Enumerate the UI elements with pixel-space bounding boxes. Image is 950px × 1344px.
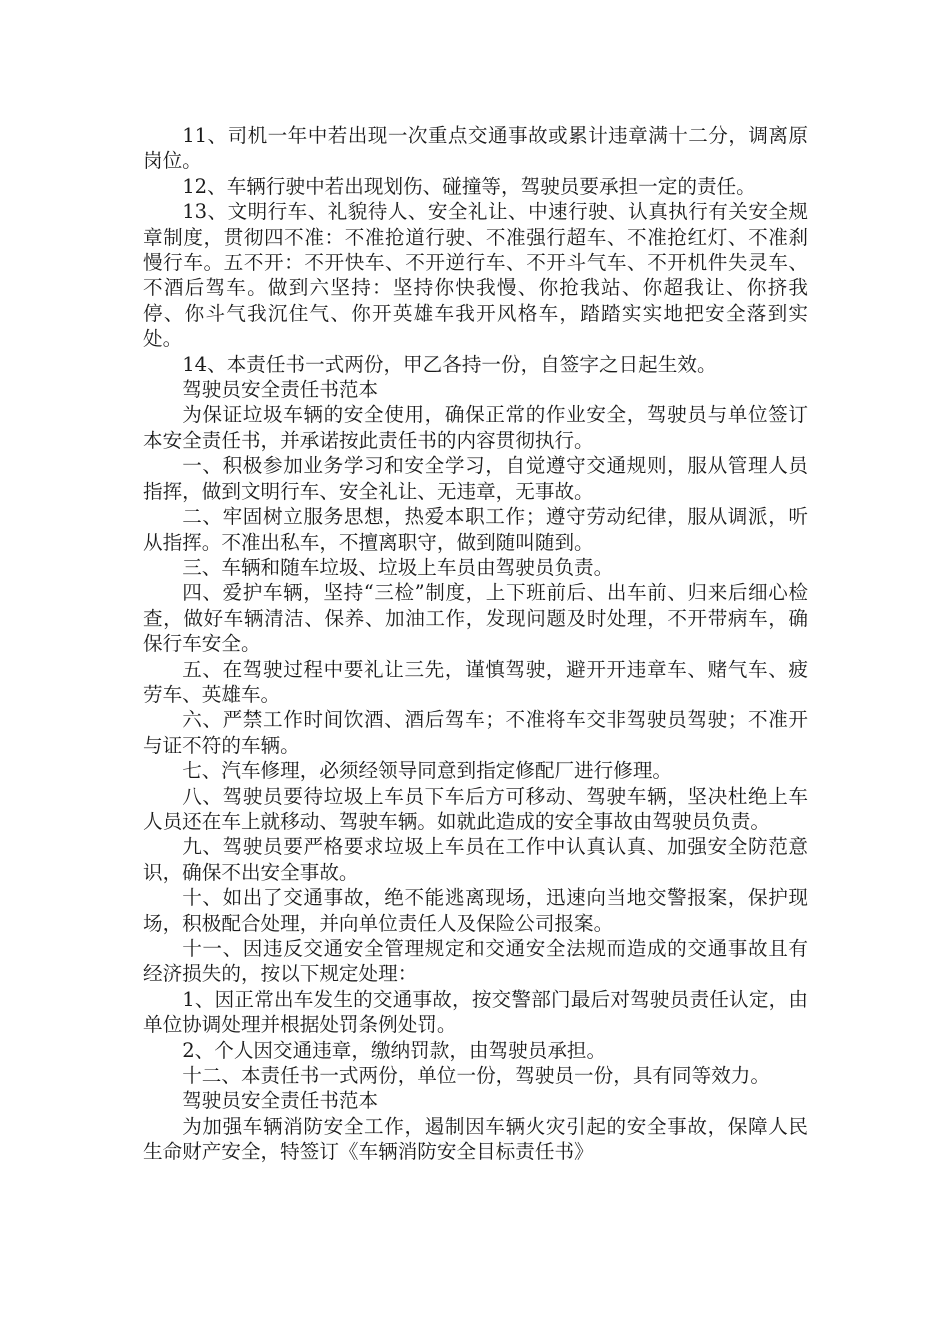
paragraph-item-10: 十、如出了交通事故，绝不能逃离现场，迅速向当地交警报案，保护现场，积极配合处理，并向单位责任人及保险公司报案。	[143, 886, 808, 935]
paragraph-item-5: 五、在驾驶过程中要礼让三先，谨慎驾驶，避开开违章车、赌气车、疲劳车、英雄车。	[143, 657, 808, 706]
paragraph-item-7: 七、汽车修理，必须经领导同意到指定修配厂进行修理。	[182, 759, 673, 783]
paragraph-item-12: 十二、本责任书一式两份，单位一份，驾驶员一份，具有同等效力。	[182, 1064, 770, 1088]
paragraph-item-3: 三、车辆和随车垃圾、垃圾上车员由驾驶员负责。	[182, 555, 614, 579]
paragraph-item-9: 九、驾驶员要严格要求垃圾上车员在工作中认真认真、加强安全防范意识，确保不出安全事故。	[143, 835, 808, 884]
paragraph-intro: 为保证垃圾车辆的安全使用，确保正常的作业安全，驾驶员与单位签订本安全责任书，并承诺按此责任书的内容贯彻执行。	[143, 403, 808, 452]
paragraph-subitem-2: 2、个人因交通违章，缴纳罚款，由驾驶员承担。	[182, 1038, 607, 1062]
paragraph-item-2: 二、牢固树立服务思想，热爱本职工作；遵守劳动纪律，服从调派，听从指挥。不准出私车，不擅离职守，做到随叫随到。	[143, 505, 808, 554]
paragraph-item-1: 一、积极参加业务学习和安全学习，自觉遵守交通规则，服从管理人员指挥，做到文明行车、安全礼让、无违章，无事故。	[143, 454, 808, 503]
paragraph-item-11: 十一、因违反交通安全管理规定和交通安全法规而造成的交通事故且有经济损失的，按以下规定处理：	[143, 937, 808, 986]
paragraph-clause-14: 14、本责任书一式两份，甲乙各持一份，自签字之日起生效。	[182, 352, 717, 376]
paragraph-item-8: 八、驾驶员要待垃圾上车员下车后方可移动、驾驶车辆，坚决杜绝上车人员还在车上就移动、驾驶车辆。如就此造成的安全事故由驾驶员负责。	[143, 784, 808, 833]
document-body	[143, 123, 808, 1165]
section-heading-2: 驾驶员安全责任书范本	[182, 1089, 379, 1113]
paragraph-subitem-1: 1、因正常出车发生的交通事故，按交警部门最后对驾驶员责任认定，由单位协调处理并根据处罚条例处罚。	[143, 987, 808, 1037]
paragraph-clause-13: 13、文明行车、礼貌待人、安全礼让、中速行驶、认真执行有关安全规章制度，贯彻四不准：不准抢道行驶、不准强行超车、不准抢红灯、不准刹慢行车。五不开：不开快车、不开逆行车、不开斗气车、不开机件失灵车、不酒后驾车。做到六坚持：坚持你快我慢、你抢我站、你超我让、你挤我停、你斗气我沉住气、你开英雄车我开风格车，踏踏实实地把安全落到实处。	[143, 200, 808, 351]
paragraph-item-6: 六、严禁工作时间饮酒、酒后驾车；不准将车交非驾驶员驾驶；不准开与证不符的车辆。	[143, 708, 808, 757]
paragraph-item-4: 四、爱护车辆，坚持“三检”制度，上下班前后、出车前、归来后细心检查，做好车辆清洁、保养、加油工作，发现问题及时处理，不开带病车，确保行车安全。	[143, 581, 808, 656]
paragraph-clause-12: 12、车辆行驶中若出现划伤、碰撞等，驾驶员要承担一定的责任。	[182, 174, 756, 198]
paragraph-clause-11: 11、司机一年中若出现一次重点交通事故或累计违章满十二分，调离原岗位。	[143, 124, 808, 173]
section-heading: 驾驶员安全责任书范本	[182, 378, 379, 402]
paragraph-fire-safety-intro: 为加强车辆消防安全工作，遏制因车辆火灾引起的安全事故，保障人民生命财产安全，特签订《车辆消防安全目标责任书》	[143, 1114, 808, 1164]
